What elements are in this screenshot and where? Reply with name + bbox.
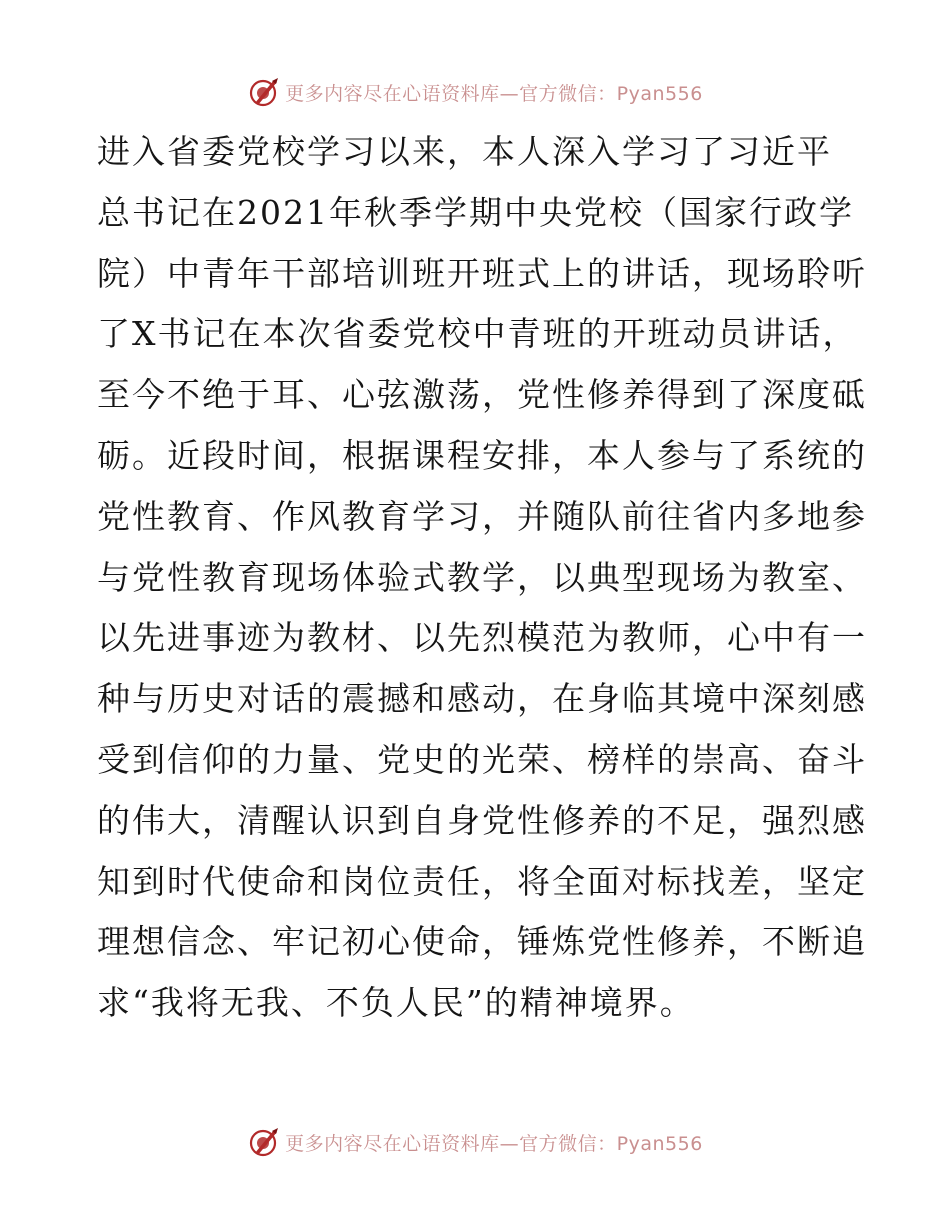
paragraph-line: 以先进事迹为教材、以先烈模范为教师，心中有一: [97, 618, 867, 658]
paragraph-line: 求“我将无我、不负人民”的精神境界。: [97, 983, 695, 1023]
paragraph-line: 了X书记在本次省委党校中青班的开班动员讲话，: [97, 314, 858, 354]
paragraph-line: 理想信念、牢记初心使命，锤炼党性修养，不断追: [97, 922, 867, 962]
paragraph-line: 至今不绝于耳、心弦激荡，党性修养得到了深度砥: [97, 375, 867, 415]
paragraph-line: 知到时代使命和岗位责任，将全面对标找差，坚定: [97, 861, 867, 901]
paragraph-line: 党性教育、作风教育学习，并随队前往省内多地参: [97, 496, 867, 536]
quill-pen-seal-icon: [247, 75, 281, 109]
watermark-text: 更多内容尽在心语资料库—官方微信：Pyan556: [285, 82, 703, 105]
paragraph-line: 砺。近段时间，根据课程安排，本人参与了系统的: [97, 435, 867, 475]
watermark-footer: [0, 1122, 950, 1162]
paragraph-line: 进入省委党校学习以来，本人深入学习了习近平: [97, 132, 832, 171]
watermark-header: [0, 72, 950, 112]
paragraph-line: 种与历史对话的震撼和感动，在身临其境中深刻感: [97, 679, 867, 719]
paragraph-line: 受到信仰的力量、党史的光荣、榜样的崇高、奋斗: [97, 739, 867, 779]
paragraph-line: 总书记在2021年秋季学期中央党校（国家行政学: [97, 192, 854, 232]
paragraph-line: 的伟大，清醒认识到自身党性修养的不足，强烈感: [97, 800, 867, 840]
document-body: [97, 122, 867, 1034]
quill-pen-seal-icon: [247, 1125, 281, 1159]
watermark-text: 更多内容尽在心语资料库—官方微信：Pyan556: [285, 1132, 703, 1155]
paragraph-line: 院）中青年干部培训班开班式上的讲话，现场聆听: [97, 253, 867, 293]
paragraph-line: 与党性教育现场体验式教学，以典型现场为教室、: [97, 557, 867, 597]
